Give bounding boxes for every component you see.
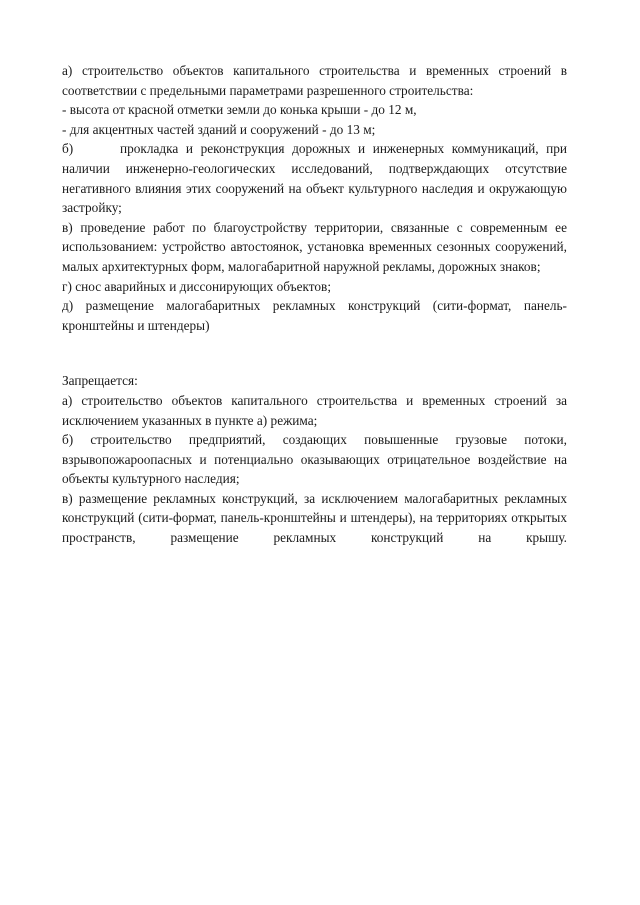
- permitted-item-d: д) размещение малогабаритных рекламных конструкций (сити-формат, панель-кронштейны и штендеры): [62, 298, 567, 333]
- permitted-item-g: г) снос аварийных и диссонирующих объектов;: [62, 278, 332, 294]
- permitted-item-b-marker: б): [62, 141, 74, 157]
- prohibited-item-b: б) строительство предприятий, создающих повышенные грузовые потоки, взрывопожароопасных и потенциально оказывающих отрицательное воздействие на объекты культурного наследия;: [62, 432, 567, 487]
- permitted-item-b: [62, 139, 567, 217]
- document-body: [62, 61, 567, 548]
- prohibited-heading: Запрещается:: [62, 373, 138, 389]
- permitted-item-b-text: прокладка и реконструкция дорожных и инженерных коммуникаций, при наличии инженерно-геологических исследований, подтверждающих отсутствие негативного влияния этих сооружений на объект культурного наследия и окружающую застройку;: [62, 141, 567, 216]
- prohibited-item-v: в) размещение рекламных конструкций, за исключением малогабаритных рекламных конструкций (сити-формат, панель-кронштейны и штендеры), на территориях открытых пространств, размещение рекламных конструкций на крышу.: [62, 490, 567, 546]
- permitted-item-a: а) строительство объектов капитального строительства и временных строений в соответствии с предельными параметрами разрешенного строительства:: [62, 63, 567, 98]
- permitted-item-v: в) проведение работ по благоустройству территории, связанные с современным ее использованием: устройство автостоянок, установка временных сезонных сооружений, малых архитектурных форм, малогабаритной наружной рекламы, дорожных знаков;: [62, 219, 567, 274]
- permitted-height-accent: - для акцентных частей зданий и сооружений - до 13 м;: [62, 121, 376, 137]
- section-gap: [62, 335, 567, 371]
- permitted-height-ridge: - высота от красной отметки земли до конька крыши - до 12 м,: [62, 102, 417, 118]
- prohibited-item-a: а) строительство объектов капитального строительства и временных строений за исключением указанных в пункте а) режима;: [62, 392, 567, 428]
